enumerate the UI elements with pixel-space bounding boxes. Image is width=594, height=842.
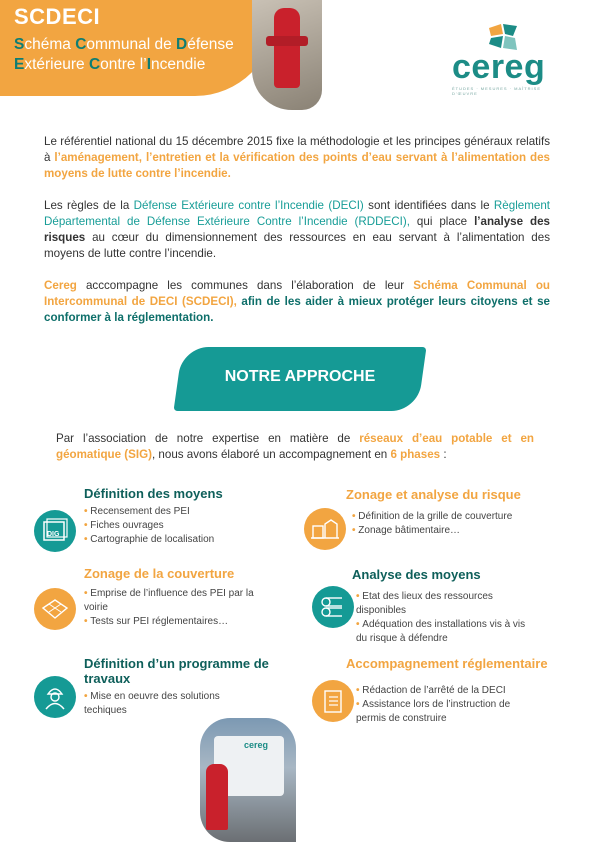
phase-title-analyse-moyens: Analyse des moyens: [352, 567, 481, 582]
list-item: • Emprise de l’influence des PEI par la voirie: [84, 587, 262, 615]
list-item: • Fiches ouvrages: [84, 519, 274, 533]
phase-title-zonage-couverture: Zonage de la couverture: [84, 566, 235, 581]
list-item: • Tests sur PEI réglementaires…: [84, 615, 262, 629]
phase-list-analyse-moyens: [356, 590, 536, 646]
pipes-icon: [312, 586, 354, 628]
phase-list-zonage-risque: [352, 510, 552, 538]
cereg-logo-text: cereg: [452, 48, 546, 86]
map-icon: [34, 588, 76, 630]
page-title: SCDECI: [14, 4, 101, 29]
intro-paragraph: Par l’association de notre expertise en matière de réseaux d’eau potable et en géomatique (SIG), nous avons élaboré un accompagnement en 6 phases :: [56, 432, 534, 461]
list-item: • Zonage bâtimentaire…: [352, 524, 552, 538]
paragraph-cereg: Cereg acccompagne les communes dans l’élaboration de leur Schéma Communal ou Intercommunal de DECI (SCDECI), afin de les aider à mieux protéger leurs citoyens et se conformer à la réglementation.: [44, 279, 550, 324]
list-item: • Etat des lieux des ressources disponibles: [356, 590, 536, 618]
paragraph-referentiel: Le référentiel national du 15 décembre 2015 fixe la méthodologie et les principes généraux relatifs à l’aménagement, l’entretien et la vérification des points d’eau servant à l’alimentation des moyens de lutte contre l’incendie.: [44, 135, 550, 180]
dig-folder-icon: [34, 510, 76, 552]
svg-text:DIG: DIG: [47, 531, 60, 538]
list-item: • Mise en oeuvre des solutions techiques: [84, 690, 254, 718]
phase-list-programme-travaux: [84, 690, 254, 718]
list-item: • Assistance lors de l’instruction de permis de construire: [356, 698, 536, 726]
list-item: • Adéquation des installations vis à vis du risque à défendre: [356, 618, 536, 646]
phase-title-programme-travaux: Définition d’un programme de travaux: [84, 656, 269, 686]
list-item: • Cartographie de localisation: [84, 533, 274, 547]
checklist-icon: [312, 680, 354, 722]
subtitle-line-1: Schéma Communal de Défense: [14, 36, 234, 53]
phase-list-definition-moyens: [84, 505, 274, 547]
worker-icon: [34, 676, 76, 718]
van-photo: cereg: [200, 718, 296, 842]
list-item: • Recensement des PEI: [84, 505, 274, 519]
phase-title-zonage-risque: Zonage et analyse du risque: [346, 487, 521, 502]
phase-title-definition-moyens: Définition des moyens: [84, 486, 223, 501]
subtitle-line-2: Extérieure Contre l’Incendie: [14, 56, 206, 73]
list-item: • Rédaction de l’arrêté de la DECI: [356, 684, 536, 698]
paragraph-regles: Les règles de la Défense Extérieure contre l’Incendie (DECI) sont identifiées dans le Règlement Départemental de Défense Extérieure Contre l’Incendie (RDDECI), qui place l’analyse des risques au cœur du dimensionnement des ressources en eau servant à l’alimentation des moyens de lutte contre l’incendie.: [44, 199, 550, 260]
logo-tagline: ÉTUDES · MESURES · MAÎTRISE D'ŒUVRE: [452, 86, 542, 96]
buildings-icon: [304, 508, 346, 550]
phase-title-accompagnement: Accompagnement réglementaire: [346, 656, 548, 671]
phase-list-accompagnement: [356, 684, 536, 726]
list-item: • Définition de la grille de couverture: [352, 510, 552, 524]
approach-label: NOTRE APPROCHE: [224, 368, 376, 385]
phase-list-zonage-couverture: [84, 587, 262, 629]
hydrant-photo: [252, 0, 322, 110]
